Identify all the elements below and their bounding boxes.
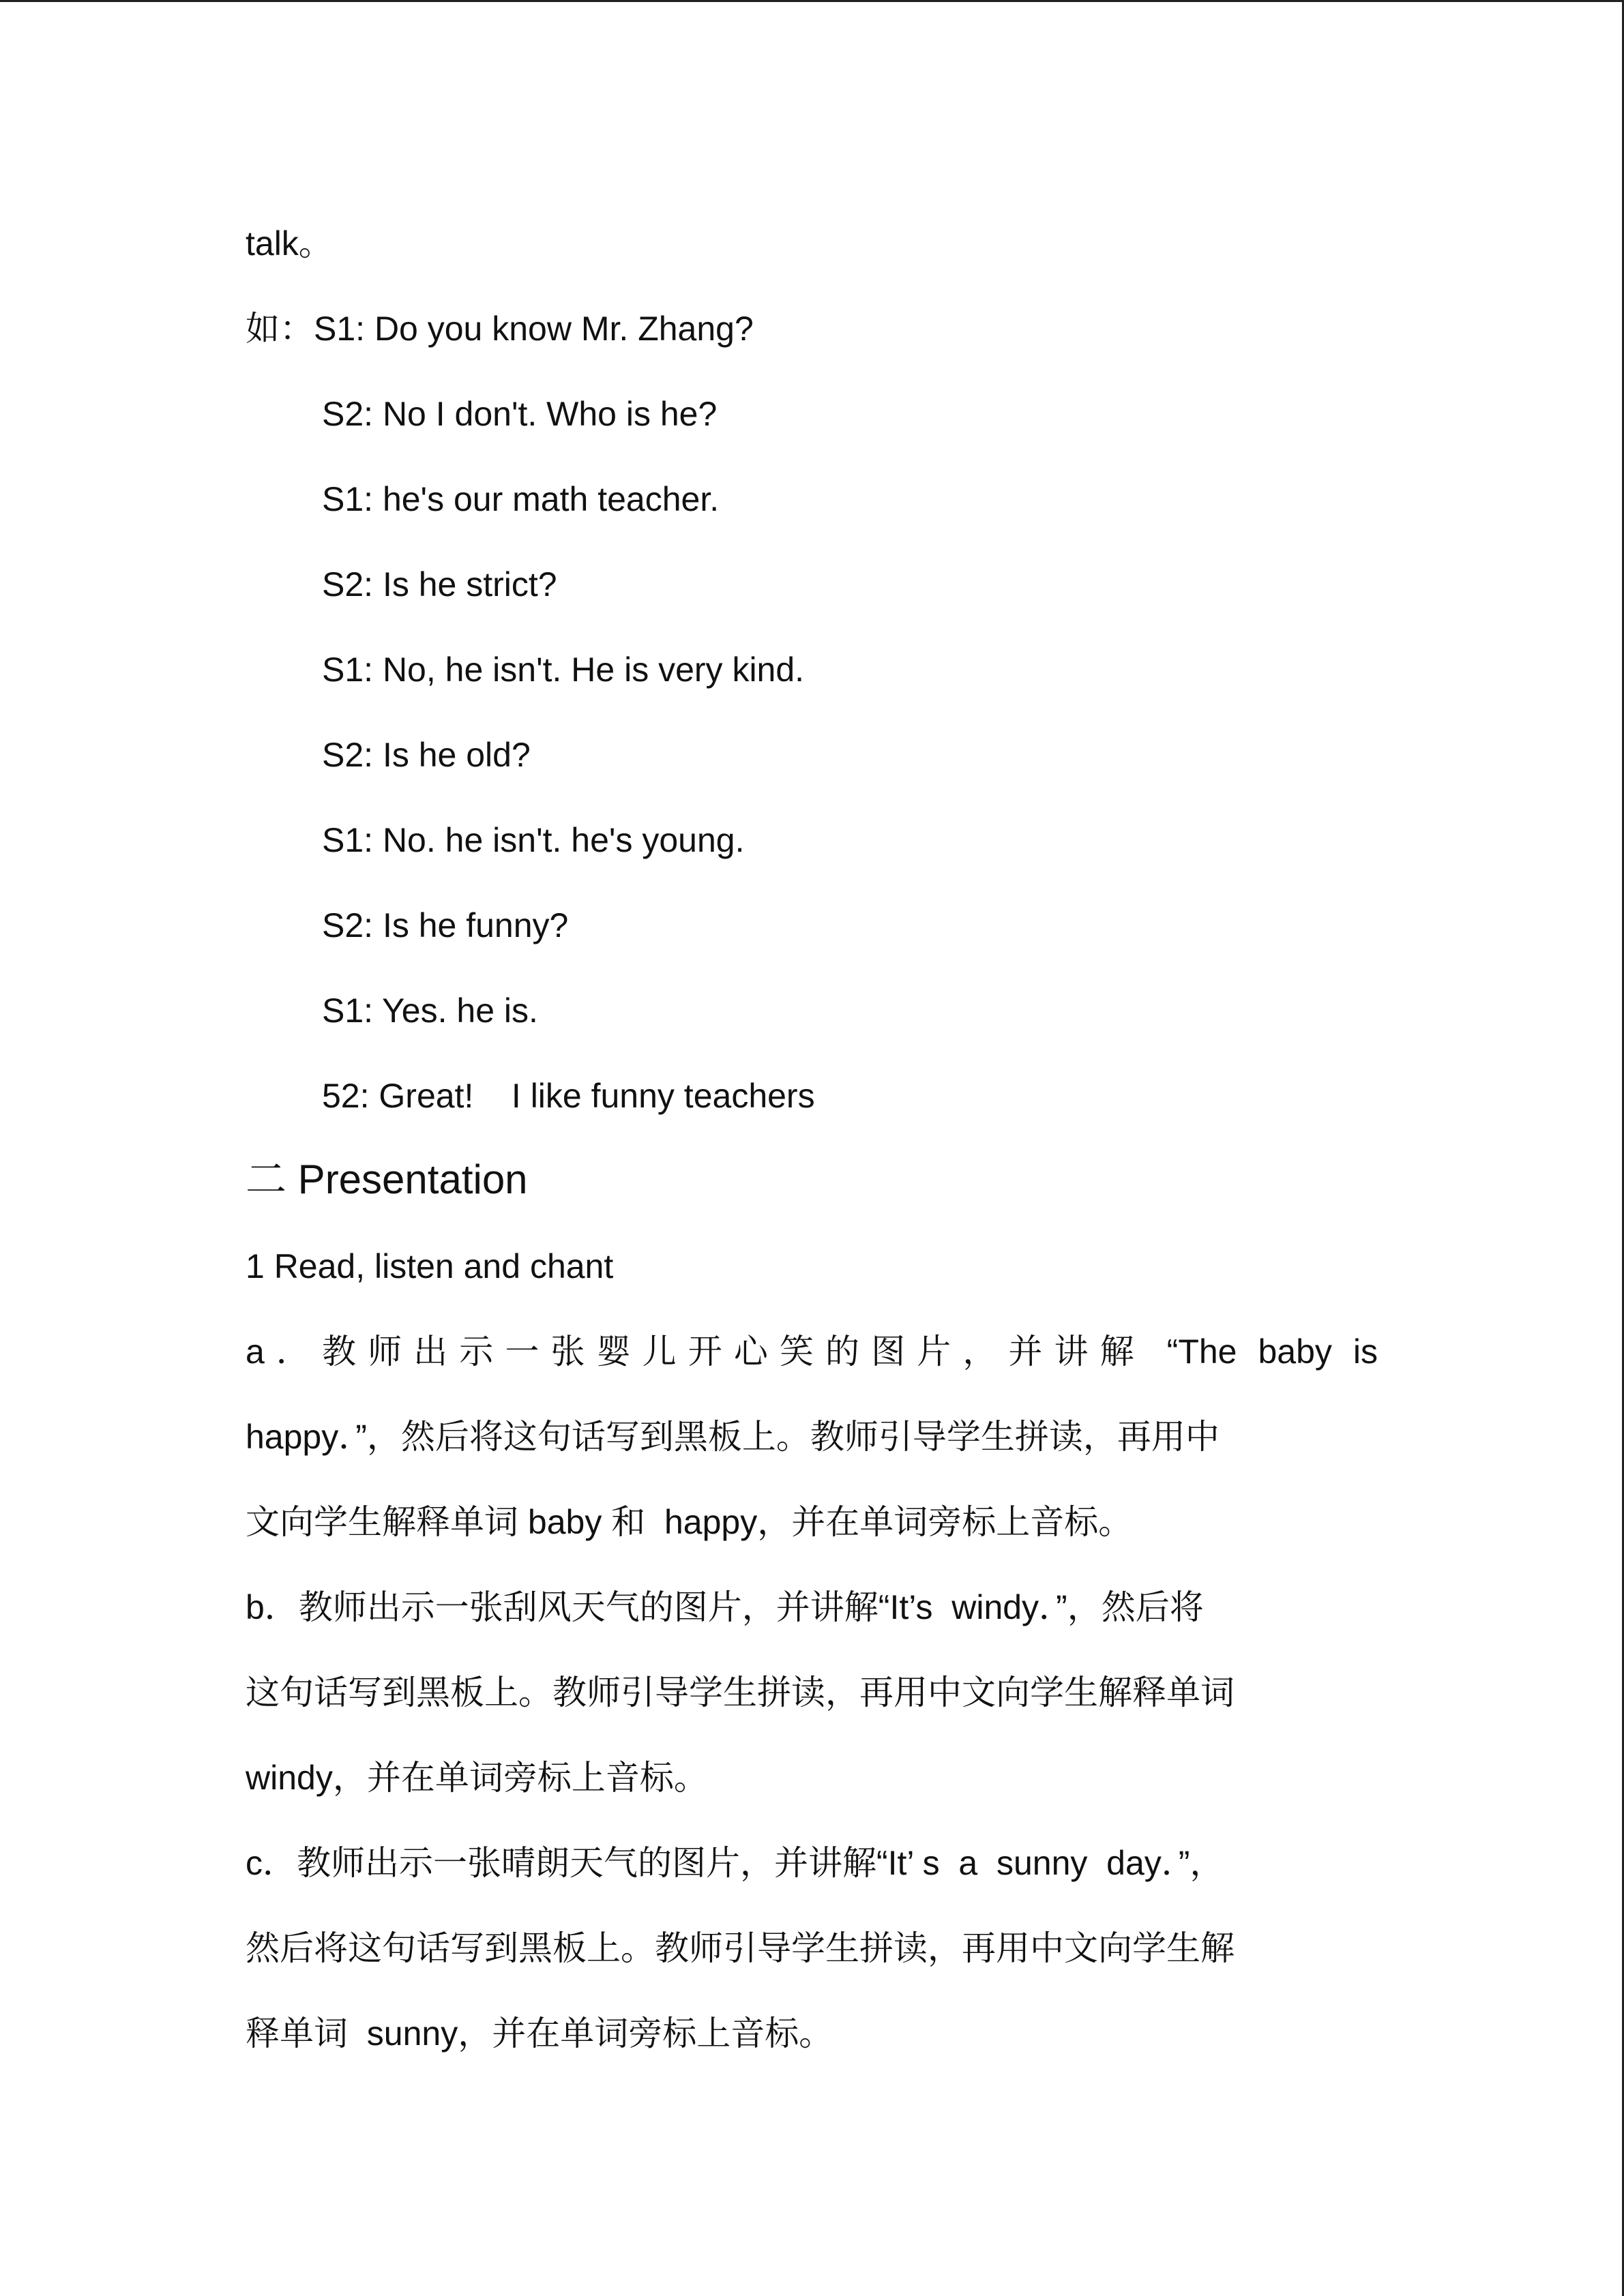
paragraph-b-line-1: b．教师出示一张刮风天气的图片，并讲解“It’s windy．”，然后将 [246, 1588, 1204, 1626]
dialogue-line-5: S1: No, he isn't. He is very kind. [322, 651, 805, 689]
dialogue-line-10: 52: Great! I like funny teachers [322, 1077, 815, 1115]
paragraph-c-line-2: 然后将这句话写到黑板上。教师引导学生拼读，再用中文向学生解 [246, 1929, 1235, 1967]
paragraph-a-line-1: a．教师出示一张婴儿开心笑的图片，并讲解 “The baby is [246, 1332, 1378, 1371]
paragraph-b-line-3: windy，并在单词旁标上音标。 [246, 1759, 708, 1797]
dialogue-line-1: 如：S1: Do you know Mr. Zhang? [246, 310, 754, 348]
dialogue-line-6: S2: Is he old? [322, 736, 531, 774]
dialogue-line-9: S1: Yes. he is. [322, 992, 538, 1030]
subheading-read-listen-chant: 1 Read, listen and chant [246, 1247, 614, 1285]
text-line-talk: talk。 [246, 224, 333, 263]
paragraph-b-line-2: 这句话写到黑板上。教师引导学生拼读，再用中文向学生解释单词 [246, 1673, 1235, 1712]
paragraph-c-line-1: c．教师出示一张晴朗天气的图片，并讲解“It’ s a sunny day．”， [246, 1844, 1224, 1882]
paragraph-a-line-3: 文向学生解释单词 baby 和 happy，并在单词旁标上音标。 [246, 1503, 1133, 1541]
dialogue-line-3: S1: he's our math teacher. [322, 480, 720, 518]
dialogue-line-7: S1: No. he isn't. he's young. [322, 821, 745, 859]
dialogue-line-2: S2: No I don't. Who is he? [322, 395, 718, 433]
paragraph-c-line-3: 释单词 sunny，并在单词旁标上音标。 [246, 2014, 833, 2053]
section-heading-presentation: 二 Presentation [246, 1157, 528, 1202]
paragraph-a-line-2: happy．”，然后将这句话写到黑板上。教师引导学生拼读，再用中 [246, 1418, 1220, 1456]
dialogue-line-8: S2: Is he funny? [322, 906, 569, 944]
dialogue-line-4: S2: Is he strict? [322, 565, 557, 603]
